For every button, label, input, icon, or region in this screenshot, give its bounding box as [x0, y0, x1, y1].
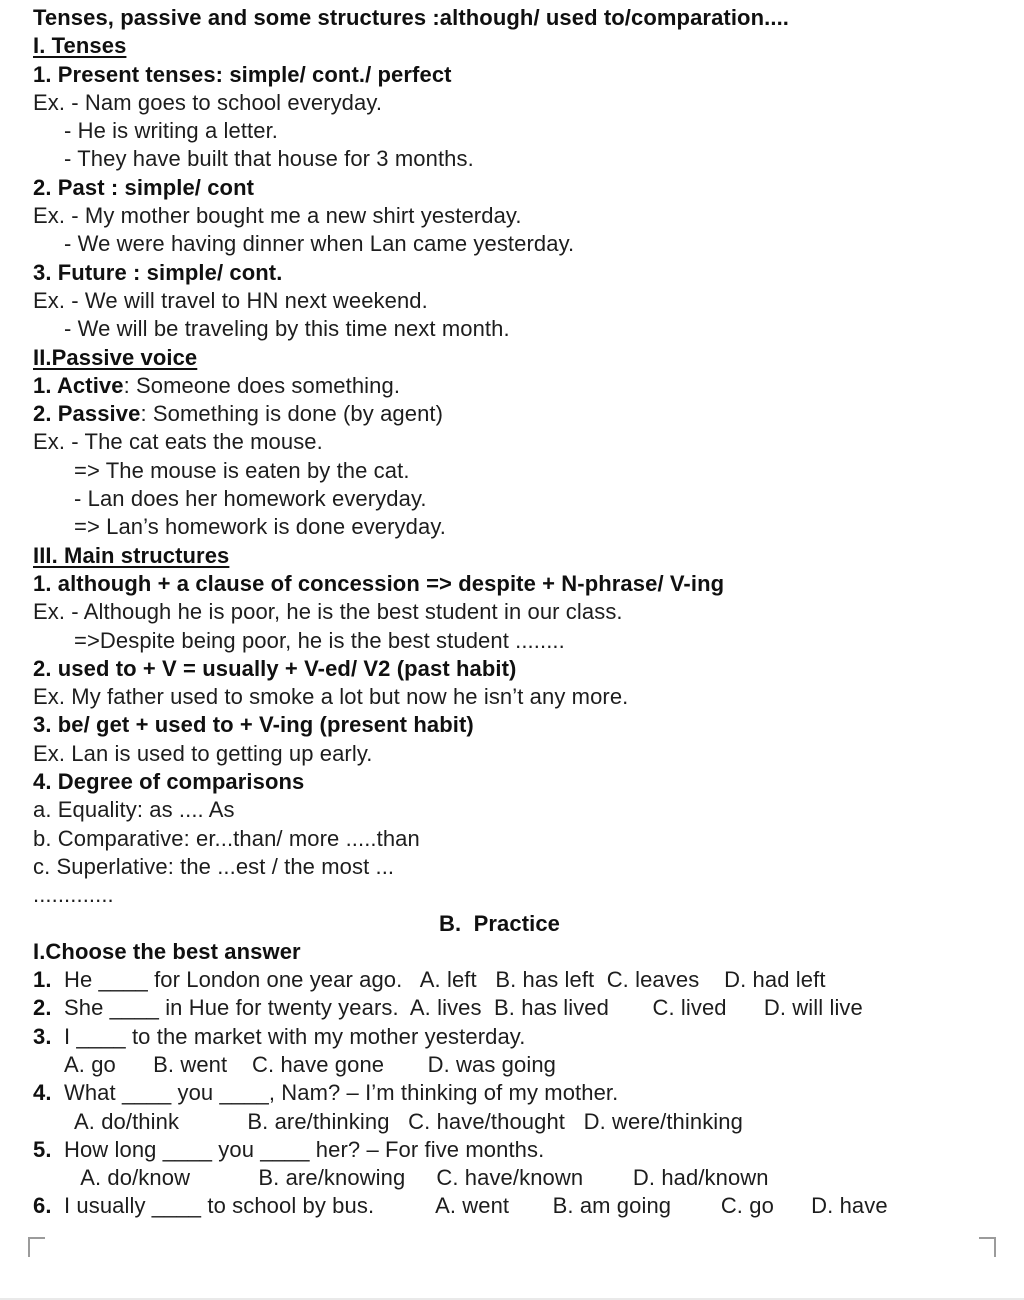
text-segment: - They have built that house for 3 months. [64, 146, 474, 172]
text-segment: 1. although + a clause of concession => despite + N-phrase/ V-ing [33, 570, 725, 596]
text-line [33, 1023, 1006, 1051]
text-line [33, 400, 1006, 428]
text-segment: He ____ for London one year ago. A. left B. has left C. leaves D. had left [51, 967, 826, 993]
text-line [33, 655, 1006, 683]
text-segment: B. Practice [438, 910, 561, 936]
text-segment: She ____ in Hue for twenty years. A. lives B. has lived C. lived D. will live [51, 995, 863, 1021]
text-segment: 3. Future : simple/ cont. [33, 259, 283, 285]
text-line [33, 598, 1006, 626]
text-segment: 6. [33, 1193, 52, 1219]
text-segment: A. do/know B. are/knowing C. have/known D. had/known [74, 1165, 769, 1191]
text-segment: I.Choose the best answer [33, 938, 301, 964]
text-segment: Tenses, passive and some structures :although/ used to/comparation.... [33, 5, 789, 30]
text-segment: 1. [33, 967, 52, 993]
crop-mark-bottom-right [979, 1237, 996, 1257]
text-line [33, 966, 1006, 994]
text-segment: 1. Present tenses: simple/ cont./ perfect [33, 61, 452, 87]
text-line [33, 315, 1006, 343]
text-line [33, 1051, 1006, 1079]
text-line [33, 513, 1006, 541]
text-line [33, 683, 1006, 711]
crop-mark-bottom-left [28, 1237, 45, 1257]
text-segment: I usually ____ to school by bus. A. went B. am going C. go D. have [51, 1193, 888, 1219]
text-line [33, 768, 1006, 796]
text-segment: Ex. - My mother bought me a new shirt yesterday. [33, 203, 522, 229]
text-line [33, 202, 1006, 230]
text-line [33, 881, 1006, 909]
text-line [33, 174, 1006, 202]
text-segment: 3. be/ get + used to + V-ing (present habit) [33, 712, 474, 738]
text-line [33, 825, 1006, 853]
text-segment: How long ____ you ____ her? – For five months. [51, 1136, 545, 1162]
text-line [33, 910, 1006, 938]
text-line [33, 1108, 1006, 1136]
text-segment: Ex. - The cat eats the mouse. [33, 429, 323, 455]
text-segment: I ____ to the market with my mother yesterday. [51, 1023, 526, 1049]
text-segment: 3. [33, 1023, 52, 1049]
text-segment: =>Despite being poor, he is the best student ........ [74, 627, 565, 653]
text-line [33, 61, 1006, 89]
text-segment: ............. [33, 882, 114, 908]
text-segment: => Lan’s homework is done everyday. [74, 514, 447, 540]
text-line [33, 485, 1006, 513]
text-line [33, 259, 1006, 287]
text-line [33, 428, 1006, 456]
text-segment: I. Tenses [33, 33, 127, 59]
text-line [33, 4, 1006, 32]
text-line [33, 796, 1006, 824]
text-line [33, 344, 1006, 372]
text-segment: III. Main structures [33, 542, 230, 568]
text-segment: II.Passive voice [33, 344, 198, 370]
text-segment: => The mouse is eaten by the cat. [74, 457, 410, 483]
text-segment: a. Equality: as .... As [33, 797, 235, 823]
text-segment: - Lan does her homework everyday. [74, 486, 427, 512]
text-segment: : Someone does something. [123, 372, 401, 398]
text-line [33, 457, 1006, 485]
text-segment: 5. [33, 1136, 52, 1162]
text-segment: 1. Active [33, 372, 124, 398]
text-segment: - We were having dinner when Lan came yesterday. [64, 231, 575, 257]
text-segment: Ex. Lan is used to getting up early. [33, 740, 373, 766]
text-segment: What ____ you ____, Nam? – I’m thinking of my mother. [51, 1080, 619, 1106]
text-segment: Ex. - We will travel to HN next weekend. [33, 287, 428, 313]
text-line [33, 542, 1006, 570]
text-segment: 2. Passive [33, 401, 141, 427]
text-segment: Ex. - Nam goes to school everyday. [33, 89, 383, 115]
text-segment: Ex. - Although he is poor, he is the best student in our class. [33, 599, 623, 625]
text-segment: c. Superlative: the ...est / the most ... [33, 853, 395, 879]
text-segment: 2. Past : simple/ cont [33, 174, 255, 200]
text-segment: 4. [33, 1080, 52, 1106]
text-segment: : Something is done (by agent) [140, 401, 444, 427]
text-line [33, 89, 1006, 117]
text-line [33, 145, 1006, 173]
text-line [33, 570, 1006, 598]
text-line [33, 1192, 1006, 1220]
text-line [33, 711, 1006, 739]
text-segment: 2. used to + V = usually + V-ed/ V2 (past habit) [33, 655, 517, 681]
text-line [33, 32, 1006, 60]
text-line [33, 287, 1006, 315]
text-segment: Ex. My father used to smoke a lot but now he isn’t any more. [33, 684, 629, 710]
text-line [33, 938, 1006, 966]
text-segment: A. go B. went C. have gone D. was going [64, 1051, 556, 1077]
text-segment: - He is writing a letter. [64, 118, 279, 144]
text-segment: - We will be traveling by this time next month. [64, 316, 510, 342]
document-text-area [33, 4, 1006, 1221]
text-line [33, 1079, 1006, 1107]
text-line [33, 627, 1006, 655]
text-line [33, 740, 1006, 768]
text-segment: 2. [33, 995, 52, 1021]
text-segment: A. do/think B. are/thinking C. have/thought D. were/thinking [74, 1108, 743, 1134]
text-line [33, 1164, 1006, 1192]
text-segment: 4. Degree of comparisons [33, 769, 305, 795]
text-line [33, 117, 1006, 145]
text-line [33, 372, 1006, 400]
text-segment: b. Comparative: er...than/ more .....than [33, 825, 420, 851]
text-line [33, 853, 1006, 881]
text-line [33, 1136, 1006, 1164]
text-line [33, 994, 1006, 1022]
text-line [33, 230, 1006, 258]
